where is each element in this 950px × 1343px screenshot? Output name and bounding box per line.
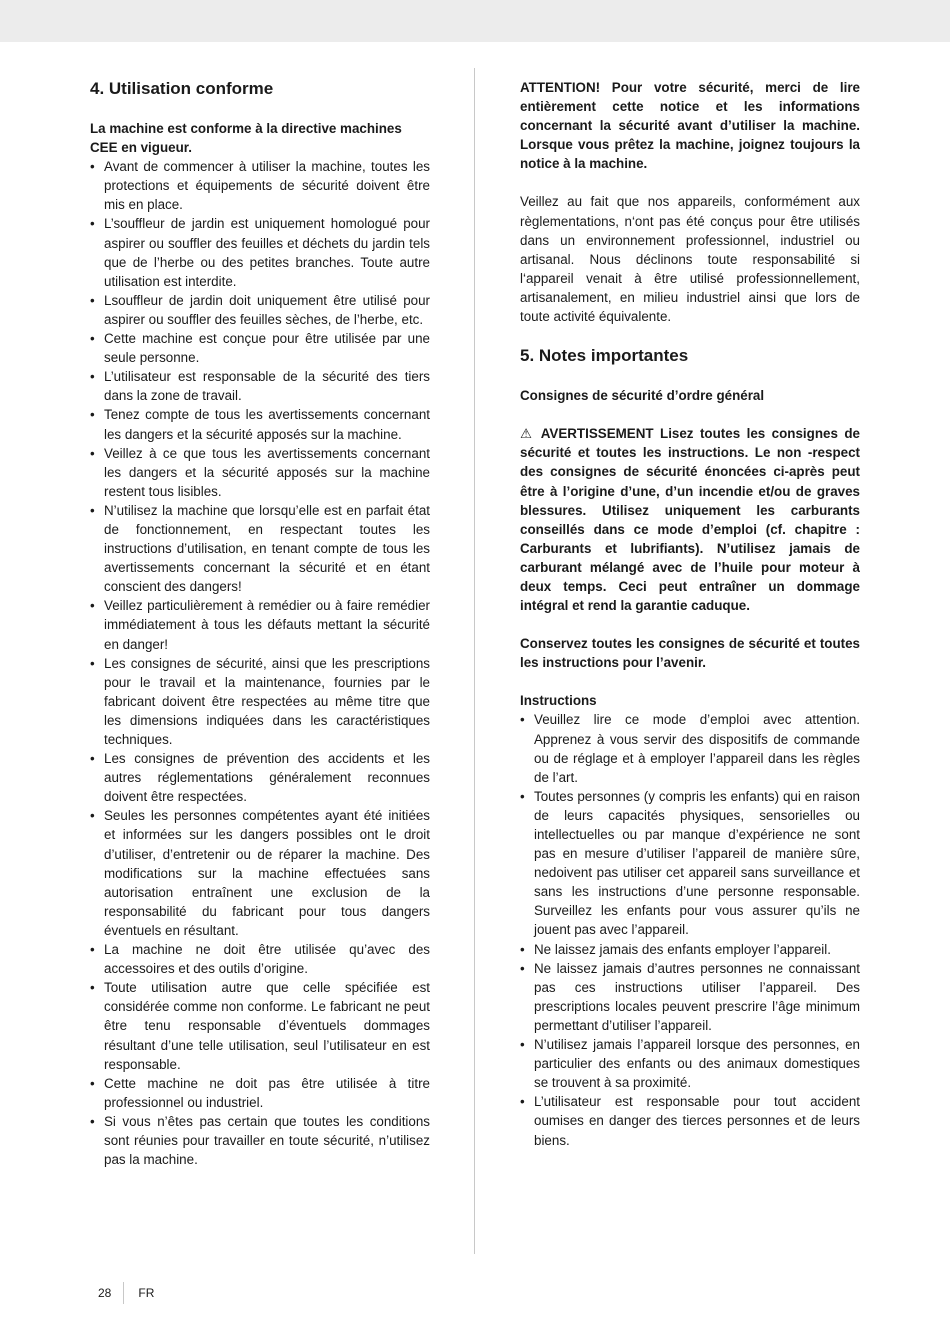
list-item: • Veuillez lire ce mode d’emploi avec attention. Apprenez à vous servir des dispositifs de commande ou de réglage et à employer l’appareil dans les règles de l’art. xyxy=(520,710,860,786)
warning-icon: ⚠ xyxy=(520,426,535,442)
list-item: • Si vous n’êtes pas certain que toutes les conditions sont réunies pour travailler en toute sécurité, n’utilisez pas la machine. xyxy=(90,1112,430,1169)
section-heading-5: 5. Notes importantes xyxy=(520,346,689,366)
list-item: • Les consignes de sécurité, ainsi que les prescriptions pour le travail et la maintenance, fournies par le fabricant doivent être respectées au même titre que les dimensions indiquées dans les caractéristiques techniques. xyxy=(90,654,430,749)
warning-block xyxy=(520,424,860,615)
intro-text: La machine est conforme à la directive machines CEE en vigueur. xyxy=(90,121,402,156)
list-item: • Tenez compte de tous les avertissements concernant les dangers et la sécurité apposés sur la machine. xyxy=(90,405,430,443)
footer-separator xyxy=(123,1282,124,1304)
top-band xyxy=(0,0,950,42)
list-item: • Cette machine ne doit pas être utilisée à titre professionnel ou industriel. xyxy=(90,1074,430,1112)
page-number: 28 xyxy=(98,1286,112,1300)
list-item: • Toutes personnes (y compris les enfants) qui en raison de leurs capacités physiques, sensorielles ou intellectuelles ou par manque d’expérience ne sont pas en mesure d’utiliser l’appareil de manière sûre, nedoivent pas utiliser cet appareil sans surveillance et sans les instructions d’une personne responsable. Surveillez les enfants pour vous assurer qu’ils ne jouent pas avec l’appareil. xyxy=(520,787,860,940)
left-column xyxy=(90,78,430,1169)
list-item: • Veillez particulièrement à remédier ou à faire remédier immédiatement à tous les défauts mettant la sécurité en danger! xyxy=(90,596,430,653)
left-bullet-list xyxy=(90,157,430,1169)
instructions-heading: Instructions xyxy=(520,693,597,709)
keep-instructions-text: Conservez toutes les consignes de sécurité et toutes les instructions pour l’avenir. xyxy=(520,636,860,671)
page-footer xyxy=(98,1282,154,1304)
list-item: • Avant de commencer à utiliser la machine, toutes les protections et équipements de sécurité doivent être mis en place. xyxy=(90,157,430,214)
professional-note: Veillez au fait que nos appareils, conformément aux règlementations, n‘ont pas été conçus pour être utilisés dans un environnement professionnel, industriel ou artisanal. Nous déclinons toute responsabilité si l‘appareil venait à être utilisé professionnellement, artisanalement, en milieu industriel ainsi que lors de toute activité équivalente. xyxy=(520,194,860,325)
attention-text: ATTENTION! Pour votre sécurité, merci de lire entièrement cette notice et les informations concernant la sécurité avant d’utiliser la machine. Lorsque vous prêtez la machine, joignez toujours la notice à la machine. xyxy=(520,80,860,172)
list-item: • L’utilisateur est responsable de la sécurité des tiers dans la zone de travail. xyxy=(90,367,430,405)
list-item: • Ne laissez jamais des enfants employer l’appareil. xyxy=(520,940,860,959)
language-code: FR xyxy=(138,1286,155,1300)
list-item: • N’utilisez la machine que lorsqu’elle est en parfait état de fonctionnement, en respectant toutes les instructions d’utilisation, en tenant compte de tous les avertissements concernant la sécurité et en étant conscient des dangers! xyxy=(90,501,430,596)
list-item: • L’souffleur de jardin est uniquement homologué pour aspirer ou souffler des feuilles et déchets du jardin tels que de l’herbe ou des petites branches. Toute autre utilisation est interdite. xyxy=(90,214,430,290)
list-item: • N’utilisez jamais l’appareil lorsque des personnes, en particulier des enfants ou des animaux domestiques se trouvent à sa proximité. xyxy=(520,1035,860,1092)
list-item: • Cette machine est conçue pour être utilisée par une seule personne. xyxy=(90,329,430,367)
section-heading-4: 4. Utilisation conforme xyxy=(90,79,274,98)
list-item: • Seules les personnes compétentes ayant été initiées et informées sur les dangers possibles ont le droit d’utiliser, d’entretenir ou de réparer la machine. Des modifications sur la machine effectuées sans autorisation entraînent une exclusion de la responsabilité du fabricant pour tous dangers éventuels en résultant. xyxy=(90,806,430,940)
right-bullet-list xyxy=(520,710,860,1149)
list-item: • Lsouffleur de jardin doit uniquement être utilisé pour aspirer ou souffler des feuilles sèches, de l’herbe, etc. xyxy=(90,291,430,329)
warning-text: AVERTISSEMENT Lisez toutes les consignes de sécurité et toutes les instructions. Le non -respect des consignes de sécurité énoncées ci-après peut être à l’origine d’une, d’un incendie et/ou de graves blessures. Utilisez uniquement les carburants conseillés dans ce mode d’emploi (cf. chapitre : Carburants et lubrifiants). N’utilisez jamais de carburant mélangé avec de l’huile pour moteur à deux temps. Ceci peut entraîner un dommage intégral et rend la garantie caduque. xyxy=(520,426,860,614)
list-item: • Ne laissez jamais d’autres personnes ne connaissant pas ces instructions utiliser l’appareil. Des prescriptions locales peuvent prescrire l’âge minimum permettant d’utiliser l’appareil. xyxy=(520,959,860,1035)
list-item: • Toute utilisation autre que celle spécifiée est considérée comme non conforme. Le fabricant ne peut être tenu responsable d’éventuels dommages résultant d’une telle utilisation, seul l’utilisateur en est responsable. xyxy=(90,978,430,1073)
list-item: • Les consignes de prévention des accidents et les autres réglementations généralement reconnues doivent être respectées. xyxy=(90,749,430,806)
right-column xyxy=(520,78,860,1150)
list-item: • L’utilisateur est responsable pour tout accident oumises en danger des tierces personnes et de leurs biens. xyxy=(520,1092,860,1149)
list-item: • La machine ne doit être utilisée qu’avec des accessoires et des outils d’origine. xyxy=(90,940,430,978)
subheading: Consignes de sécurité d’ordre général xyxy=(520,388,765,404)
list-item: • Veillez à ce que tous les avertissements concernant les dangers et la sécurité apposés sur la machine restent tous lisibles. xyxy=(90,444,430,501)
column-divider xyxy=(474,68,475,1254)
